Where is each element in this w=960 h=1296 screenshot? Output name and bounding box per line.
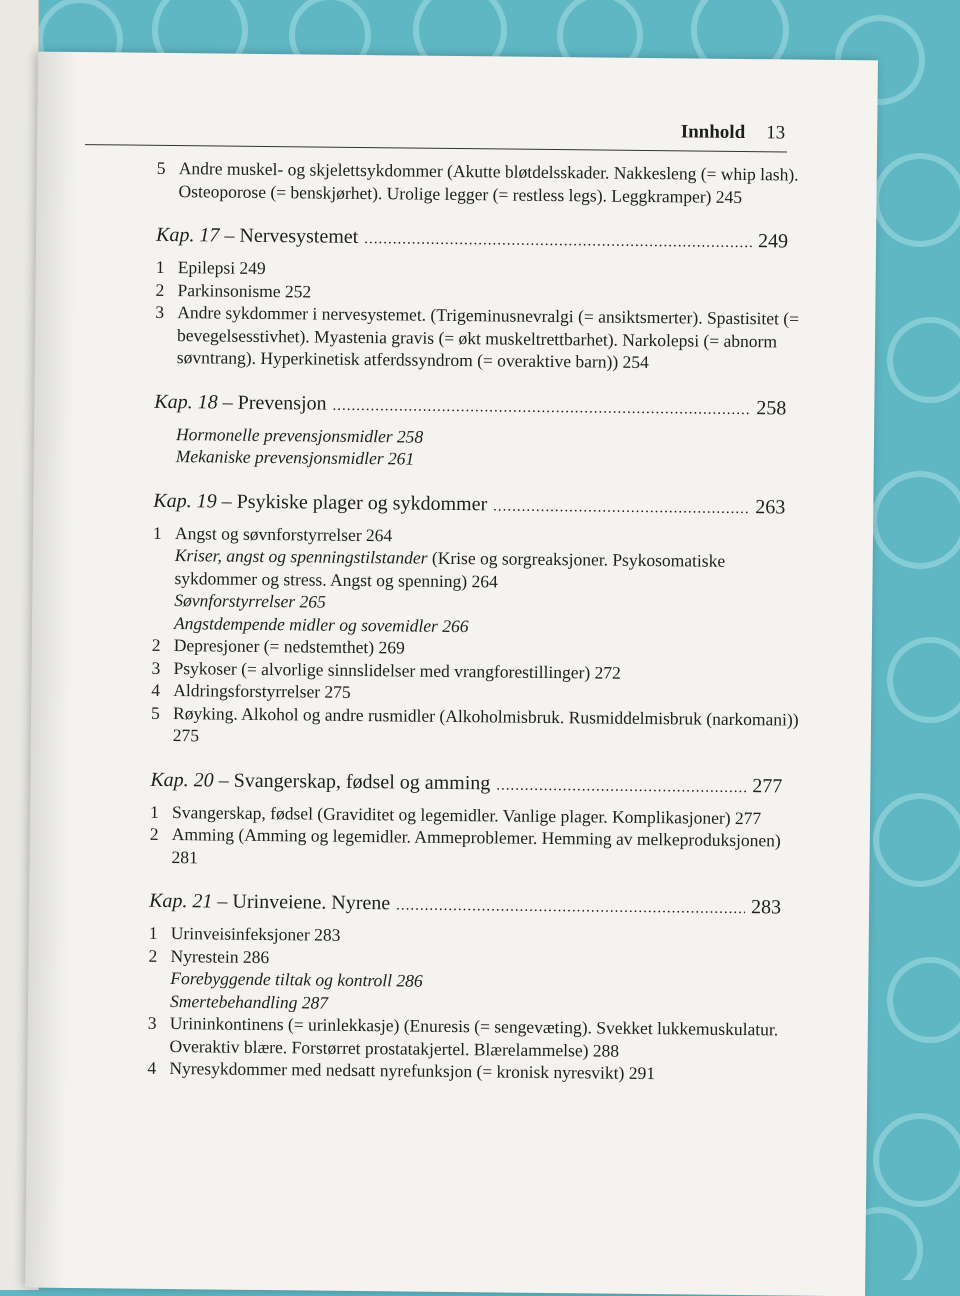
- item-text: Amming (Amming og legemidler. Ammeproblemer. Hemming av melkeproduksjonen) 281: [171, 824, 781, 867]
- item-number: 1: [149, 801, 159, 822]
- dot-leader: [396, 892, 745, 922]
- item-number: 3: [147, 1012, 157, 1033]
- item-text: Andre muskel- og skjelettsykdommer (Akutte bløtdelsskader. Nakkesleng (= whip lash). Osteoporose (= benskjørhet). Urolige legger (= restless legs). Leggkramper) 245: [178, 158, 799, 207]
- chapter-heading: [156, 222, 788, 257]
- book-page: [25, 52, 878, 1296]
- page-header: [85, 114, 787, 152]
- item-text: Parkinsonisme 252: [177, 279, 312, 301]
- chapter-label: Kap. 18: [154, 390, 218, 414]
- toc-item: [151, 701, 801, 753]
- chapter-dash: –: [212, 890, 233, 913]
- page-number: 13: [766, 122, 786, 144]
- dot-leader: [496, 772, 746, 801]
- chapter-heading: [150, 766, 782, 801]
- toc-item: [155, 301, 806, 375]
- chapter-page: 258: [756, 396, 787, 419]
- item-number: 1: [155, 256, 165, 277]
- toc-subitem: Forebyggende tiltak og kontroll 286: [170, 968, 423, 991]
- chapter-title: Psykiske plager og sykdommer: [236, 490, 488, 515]
- chapter-label: Kap. 17: [155, 223, 220, 247]
- chapter-dash: –: [216, 489, 237, 513]
- item-number: 5: [156, 157, 166, 178]
- chapter-dash: –: [219, 224, 240, 247]
- chapter-page: 277: [752, 774, 783, 797]
- item-text: Depresjoner (= nedstemthet) 269: [173, 635, 405, 658]
- item-number: 3: [151, 657, 161, 678]
- toc-subitem: Søvnforstyrrelser 265: [174, 590, 326, 612]
- chapter-dash: –: [213, 768, 234, 792]
- item-number: 4: [151, 679, 161, 700]
- chapter-title: Nervesystemet: [239, 224, 359, 248]
- dot-leader: [364, 226, 752, 256]
- chapter-heading: [154, 388, 786, 423]
- chapter-page: 249: [757, 230, 789, 253]
- chapter-page: 263: [755, 495, 786, 518]
- item-number: 2: [155, 279, 165, 300]
- dot-leader: [493, 493, 749, 522]
- toc-subitem: [152, 544, 802, 596]
- item-text: Nyresykdommer med nedsatt nyrefunksjon (= kronisk nyresvikt) 291: [169, 1058, 656, 1084]
- chapter-label: Kap. 20: [150, 768, 214, 791]
- item-text: Urininkontinens (= urinlekkasje) (Enuresis (= sengevæting). Svekket lukkemuskulatur. Overaktiv blære. Forstørret prostatakjertel. Blærelammelse) 288: [169, 1013, 779, 1061]
- item-text: Andre sykdommer i nervesystemet. (Trigeminusnevralgi (= ansiktsmerter). Spastisitet (= bevegelsesstivhet). Myastenia gravis (= økt muskeltrettbarhet). Narkolepsi (= abnorm søvntrang). Hyperkinetisk atferdssyndrom (= overaktive barn)) 254: [176, 302, 800, 373]
- item-number: 3: [155, 301, 165, 322]
- item-text: Psykoser (= alvorlige sinnslidelser med vrangforestillinger) 272: [173, 657, 621, 683]
- item-number: 4: [147, 1057, 157, 1078]
- toc-subitem: Angstdempende midler og sovemidler 266: [173, 612, 469, 636]
- chapter-label: Kap. 21: [149, 889, 213, 913]
- dot-leader: [332, 392, 750, 422]
- chapter-heading: [153, 487, 785, 522]
- toc-item: [149, 823, 799, 875]
- toc-subitem: Mekaniske prevensjonsmidler 261: [175, 446, 415, 469]
- item-number: 2: [148, 945, 158, 966]
- chapter-label: Kap. 19: [153, 489, 217, 512]
- item-number: 2: [151, 634, 161, 655]
- chapter-title: Svangerskap, fødsel og amming: [233, 769, 491, 794]
- toc-subitem: Smertebehandling 287: [169, 990, 329, 1013]
- item-text: Angst og søvnforstyrrelser 264: [174, 522, 393, 545]
- subitem-italic: Kriser, angst og spenningstilstander: [174, 545, 428, 568]
- toc-item: [156, 157, 806, 209]
- table-of-contents: [147, 157, 807, 1086]
- item-text: Epilepsi 249: [177, 257, 266, 278]
- item-number: 2: [149, 823, 159, 844]
- subitem-text: (Krise og sorgreaksjoner. Psykosomatiske sykdommer og stress. Angst og spenning) 264: [174, 547, 726, 591]
- chapter-dash: –: [217, 391, 238, 414]
- item-number: 5: [151, 702, 160, 723]
- item-text: Røyking. Alkohol og andre rusmidler (Alkoholmisbruk. Rusmiddelmisbruk (narkomani)) 275: [172, 702, 799, 746]
- item-text: Nyrestein 286: [170, 945, 270, 967]
- toc-subitem: Hormonelle prevensjonsmidler 258: [175, 423, 424, 447]
- item-text: Svangerskap, fødsel (Graviditet og legemidler. Vanlige plager. Komplikasjoner) 277: [171, 801, 762, 828]
- item-text: Urinveisinfeksjoner 283: [170, 923, 341, 945]
- chapter-title: Urinveiene. Nyrene: [232, 890, 391, 915]
- item-number: 1: [152, 522, 162, 543]
- toc-item: [148, 1012, 798, 1064]
- item-text: Aldringsforstyrrelser 275: [173, 680, 351, 702]
- header-title: Innhold: [680, 121, 746, 144]
- chapter-title: Prevensjon: [237, 391, 327, 415]
- chapter-page: 283: [750, 896, 782, 919]
- item-number: 1: [148, 922, 158, 943]
- chapter-heading: [149, 888, 781, 923]
